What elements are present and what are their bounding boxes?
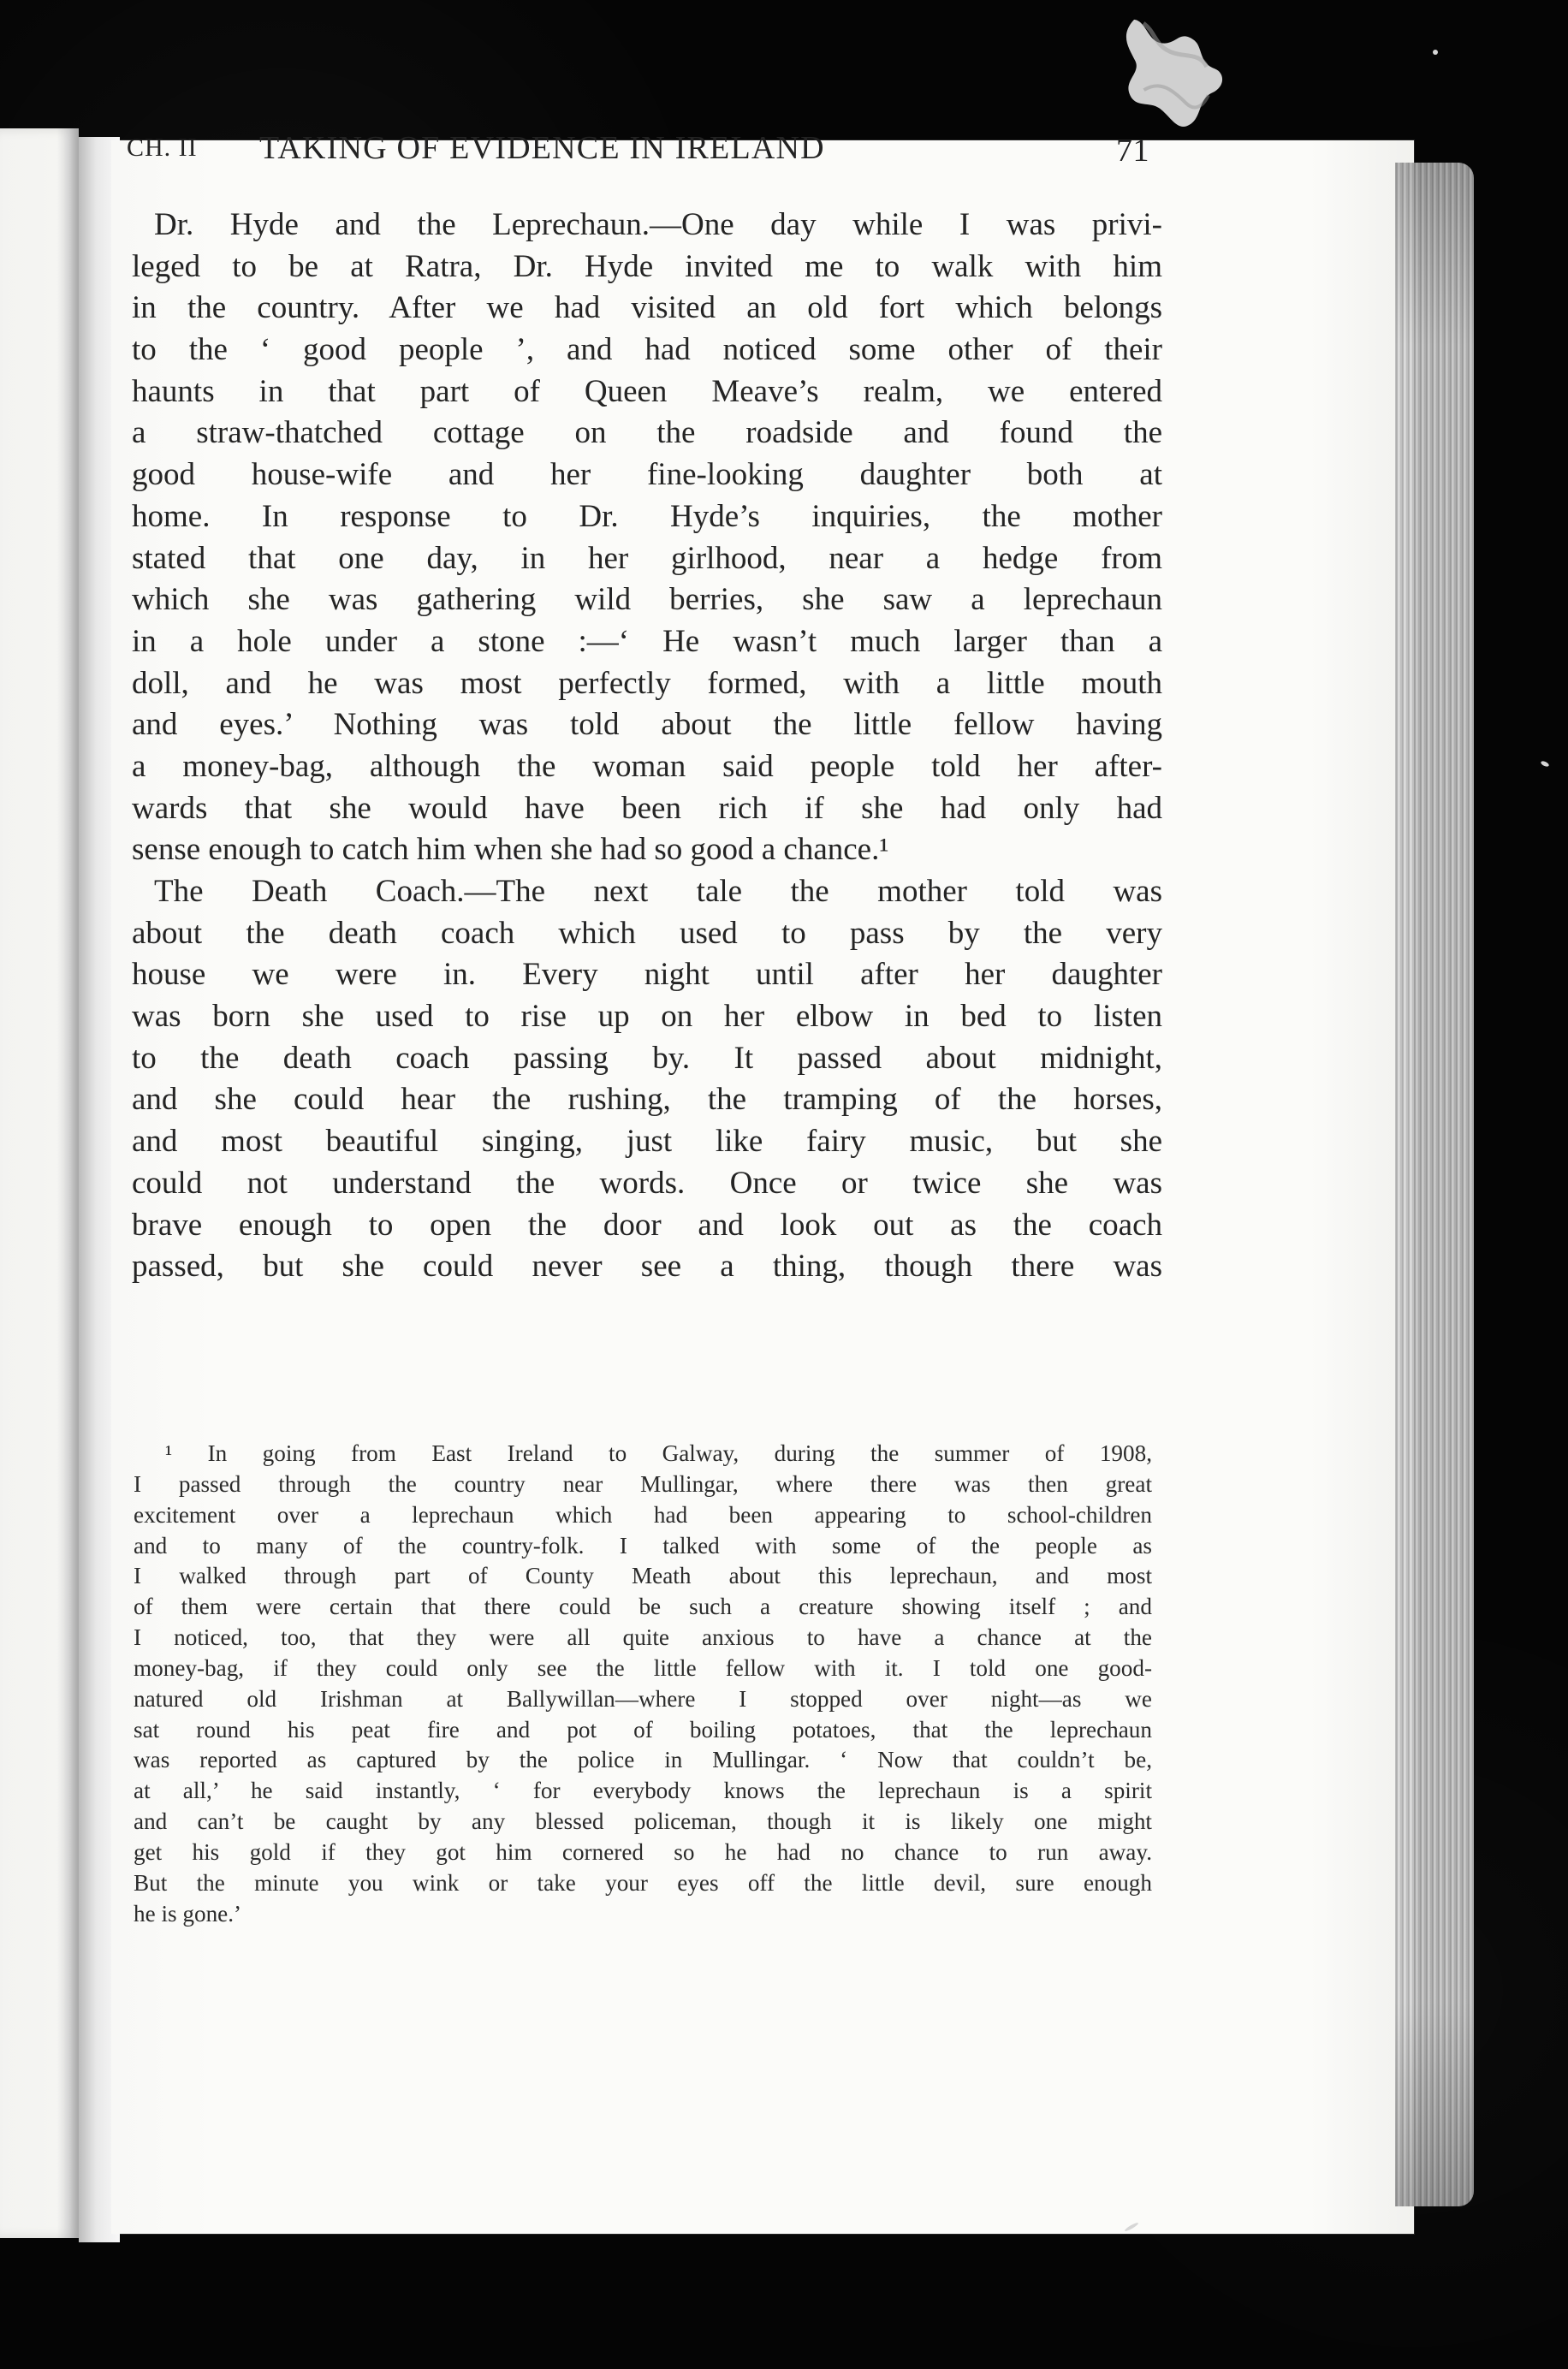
footnote-line: I noticed, too, that they were all quite anxious to have a chance at the xyxy=(134,1624,1152,1651)
text-line: to the ‘ good people ’, and had noticed some other of their xyxy=(132,332,1162,368)
text-line: good house-wife and her fine-looking daughter both at xyxy=(132,457,1162,493)
footnote-line: at all,’ he said instantly, ‘ for everybody knows the leprechaun is a spirit xyxy=(134,1778,1152,1804)
footnote-line: of them were certain that there could be such a creature showing itself ; and xyxy=(134,1594,1152,1620)
text-line: and most beautiful singing, just like fairy music, but she xyxy=(132,1124,1162,1160)
text-line: home. In response to Dr. Hyde’s inquiries, the mother xyxy=(132,498,1162,534)
footnote xyxy=(134,1439,1152,1930)
text-line: was born she used to rise up on her elbow in bed to listen xyxy=(132,999,1162,1035)
footnote-line: I walked through part of County Meath about this leprechaun, and most xyxy=(134,1563,1152,1589)
running-header xyxy=(127,129,1150,179)
book-page-edge xyxy=(1395,163,1474,2206)
text-line: about the death coach which used to pass by the very xyxy=(132,915,1162,951)
text-line: doll, and he was most perfectly formed, with a little mouth xyxy=(132,665,1162,701)
page-number: 71 xyxy=(1116,133,1149,169)
text-line: in a hole under a stone :—‘ He wasn’t much larger than a xyxy=(132,623,1162,659)
text-line: passed, but she could never see a thing, though there was xyxy=(132,1249,1162,1285)
scan-speck xyxy=(1433,50,1438,55)
footnote-line: natured old Irishman at Ballywillan—where I stopped over night—as we xyxy=(134,1685,1152,1712)
text-line: sense enough to catch him when she had so good a chance.¹ xyxy=(132,832,889,868)
running-title: TAKING OF EVIDENCE IN IRELAND xyxy=(259,130,825,166)
text-line: The Death Coach.—The next tale the mother told was xyxy=(154,874,1162,909)
text-line: a straw-thatched cottage on the roadside and found the xyxy=(132,415,1162,451)
text-line: could not understand the words. Once or twice she was xyxy=(132,1165,1162,1201)
footnote-line: and to many of the country-folk. I talked with some of the people as xyxy=(134,1532,1152,1559)
footnote-line: and can’t be caught by any blessed policeman, though it is likely one might xyxy=(134,1808,1152,1835)
text-line: brave enough to open the door and look out as the coach xyxy=(132,1207,1162,1243)
body-text xyxy=(132,205,1162,1288)
paper-scrap-icon xyxy=(1109,0,1236,142)
text-line: stated that one day, in her girlhood, near a hedge from xyxy=(132,540,1162,576)
footnote-line: money-bag, if they could only see the little fellow with it. I told one good- xyxy=(134,1654,1152,1681)
footnote-line: he is gone.’ xyxy=(134,1900,242,1927)
text-line: house we were in. Every night until after her daughter xyxy=(132,957,1162,993)
text-line: which she was gathering wild berries, she saw a leprechaun xyxy=(132,582,1162,618)
text-line: to the death coach passing by. It passed about midnight, xyxy=(132,1040,1162,1076)
footnote-line: ¹ In going from East Ireland to Galway, during the summer of 1908, xyxy=(165,1440,1152,1466)
footnote-line: excitement over a leprechaun which had been appearing to school-children xyxy=(134,1501,1152,1528)
text-line: a money-bag, although the woman said people told her after- xyxy=(132,748,1162,784)
footnote-line: sat round his peat fire and pot of boiling potatoes, that the leprechaun xyxy=(134,1716,1152,1743)
footnote-line: I passed through the country near Mullingar, where there was then great xyxy=(134,1470,1152,1497)
footnote-line: was reported as captured by the police in Mullingar. ‘ Now that couldn’t be, xyxy=(134,1747,1152,1773)
text-line: in the country. After we had visited an old fort which belongs xyxy=(132,290,1162,326)
text-line: wards that she would have been rich if she had only had xyxy=(132,790,1162,826)
footnote-line: But the minute you wink or take your eyes off the little devil, sure enough xyxy=(134,1869,1152,1896)
footnote-line: get his gold if they got him cornered so he had no chance to run away. xyxy=(134,1838,1152,1865)
text-line: haunts in that part of Queen Meave’s realm, we entered xyxy=(132,373,1162,409)
text-line: and she could hear the rushing, the tramping of the horses, xyxy=(132,1082,1162,1118)
text-line: and eyes.’ Nothing was told about the little fellow having xyxy=(132,707,1162,743)
text-line: Dr. Hyde and the Leprechaun.—One day while I was privi- xyxy=(154,207,1162,242)
text-line: leged to be at Ratra, Dr. Hyde invited me to walk with him xyxy=(132,248,1162,284)
left-page-sliver xyxy=(0,128,79,2238)
chapter-label: CH. II xyxy=(127,134,198,162)
